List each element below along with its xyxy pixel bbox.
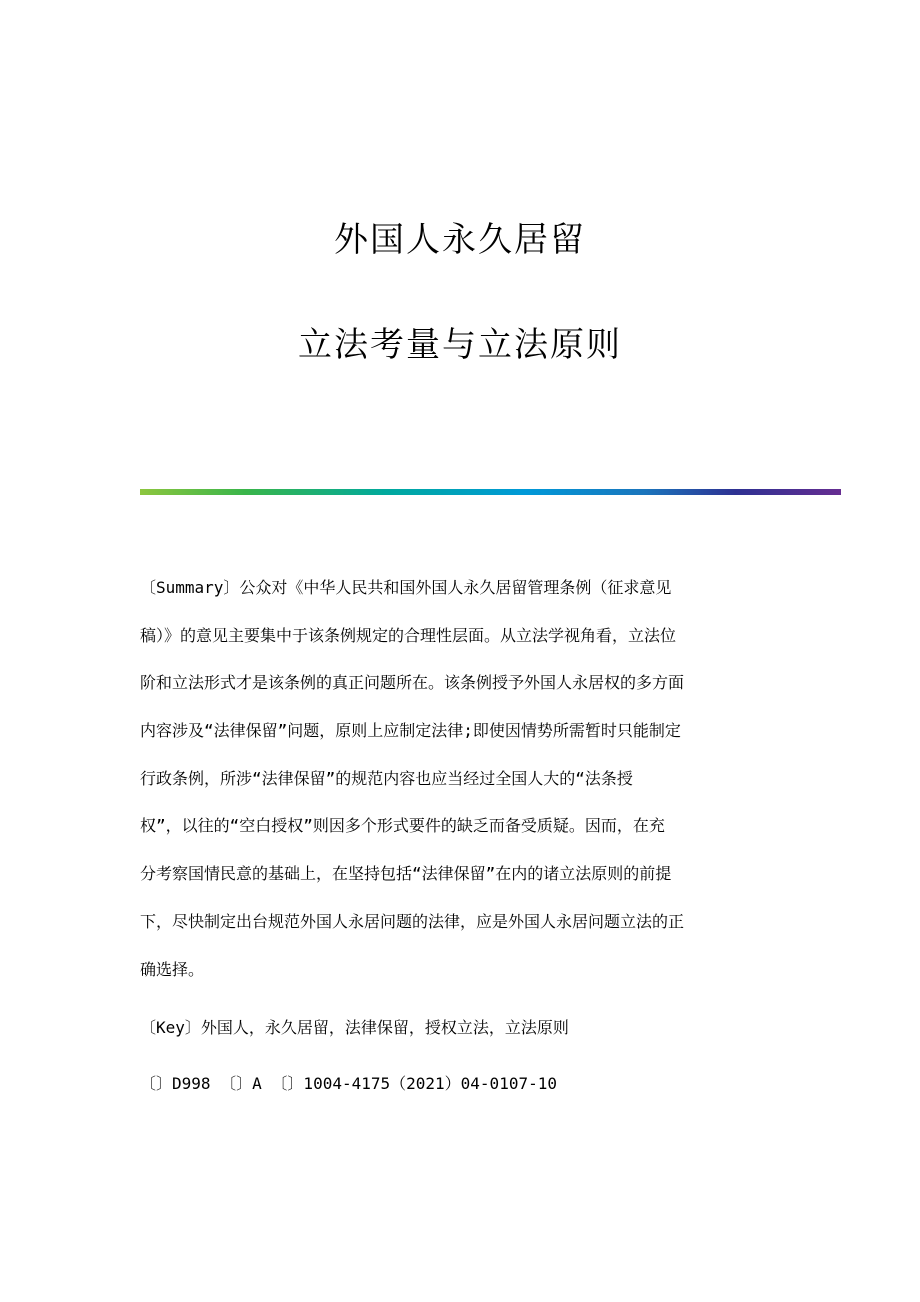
summary-line: 行政条例，所涉“法律保留”的规范内容也应当经过全国人大的“法条授 — [140, 768, 633, 788]
summary-line: 确选择。 — [140, 959, 205, 979]
gradient-divider — [140, 489, 841, 495]
summary-line: 分考察国情民意的基础上，在坚持包括“法律保留”在内的诸立法原则的前提 — [140, 864, 672, 884]
document-title-line-2: 立法考量与立法原则 — [298, 325, 622, 365]
classification-line: 〔〕D998 〔〕A 〔〕1004-4175（2021）04-0107-10 — [140, 1074, 557, 1093]
summary-line: 下，尽快制定出台规范外国人永居问题的法律，应是外国人永居问题立法的正 — [140, 911, 685, 931]
summary-line: 〔Summary〕公众对《中华人民共和国外国人永久居留管理条例（征求意见 — [140, 578, 672, 597]
document-title-line-1: 外国人永久居留 — [334, 220, 586, 260]
summary-paragraph — [140, 576, 790, 1005]
summary-line: 阶和立法形式才是该条例的真正问题所在。该条例授予外国人永居权的多方面 — [140, 673, 685, 693]
summary-line: 稿）》的意见主要集中于该条例规定的合理性层面。从立法学视角看，立法位 — [140, 625, 677, 645]
summary-line: 内容涉及“法律保留”问题，原则上应制定法律;即使因情势所需暂时只能制定 — [140, 721, 681, 741]
summary-line: 权”，以往的“空白授权”则因多个形式要件的缺乏而备受质疑。因而，在充 — [140, 816, 665, 836]
keywords-line: 〔Key〕外国人，永久居留，法律保留，授权立法，立法原则 — [140, 1018, 569, 1037]
